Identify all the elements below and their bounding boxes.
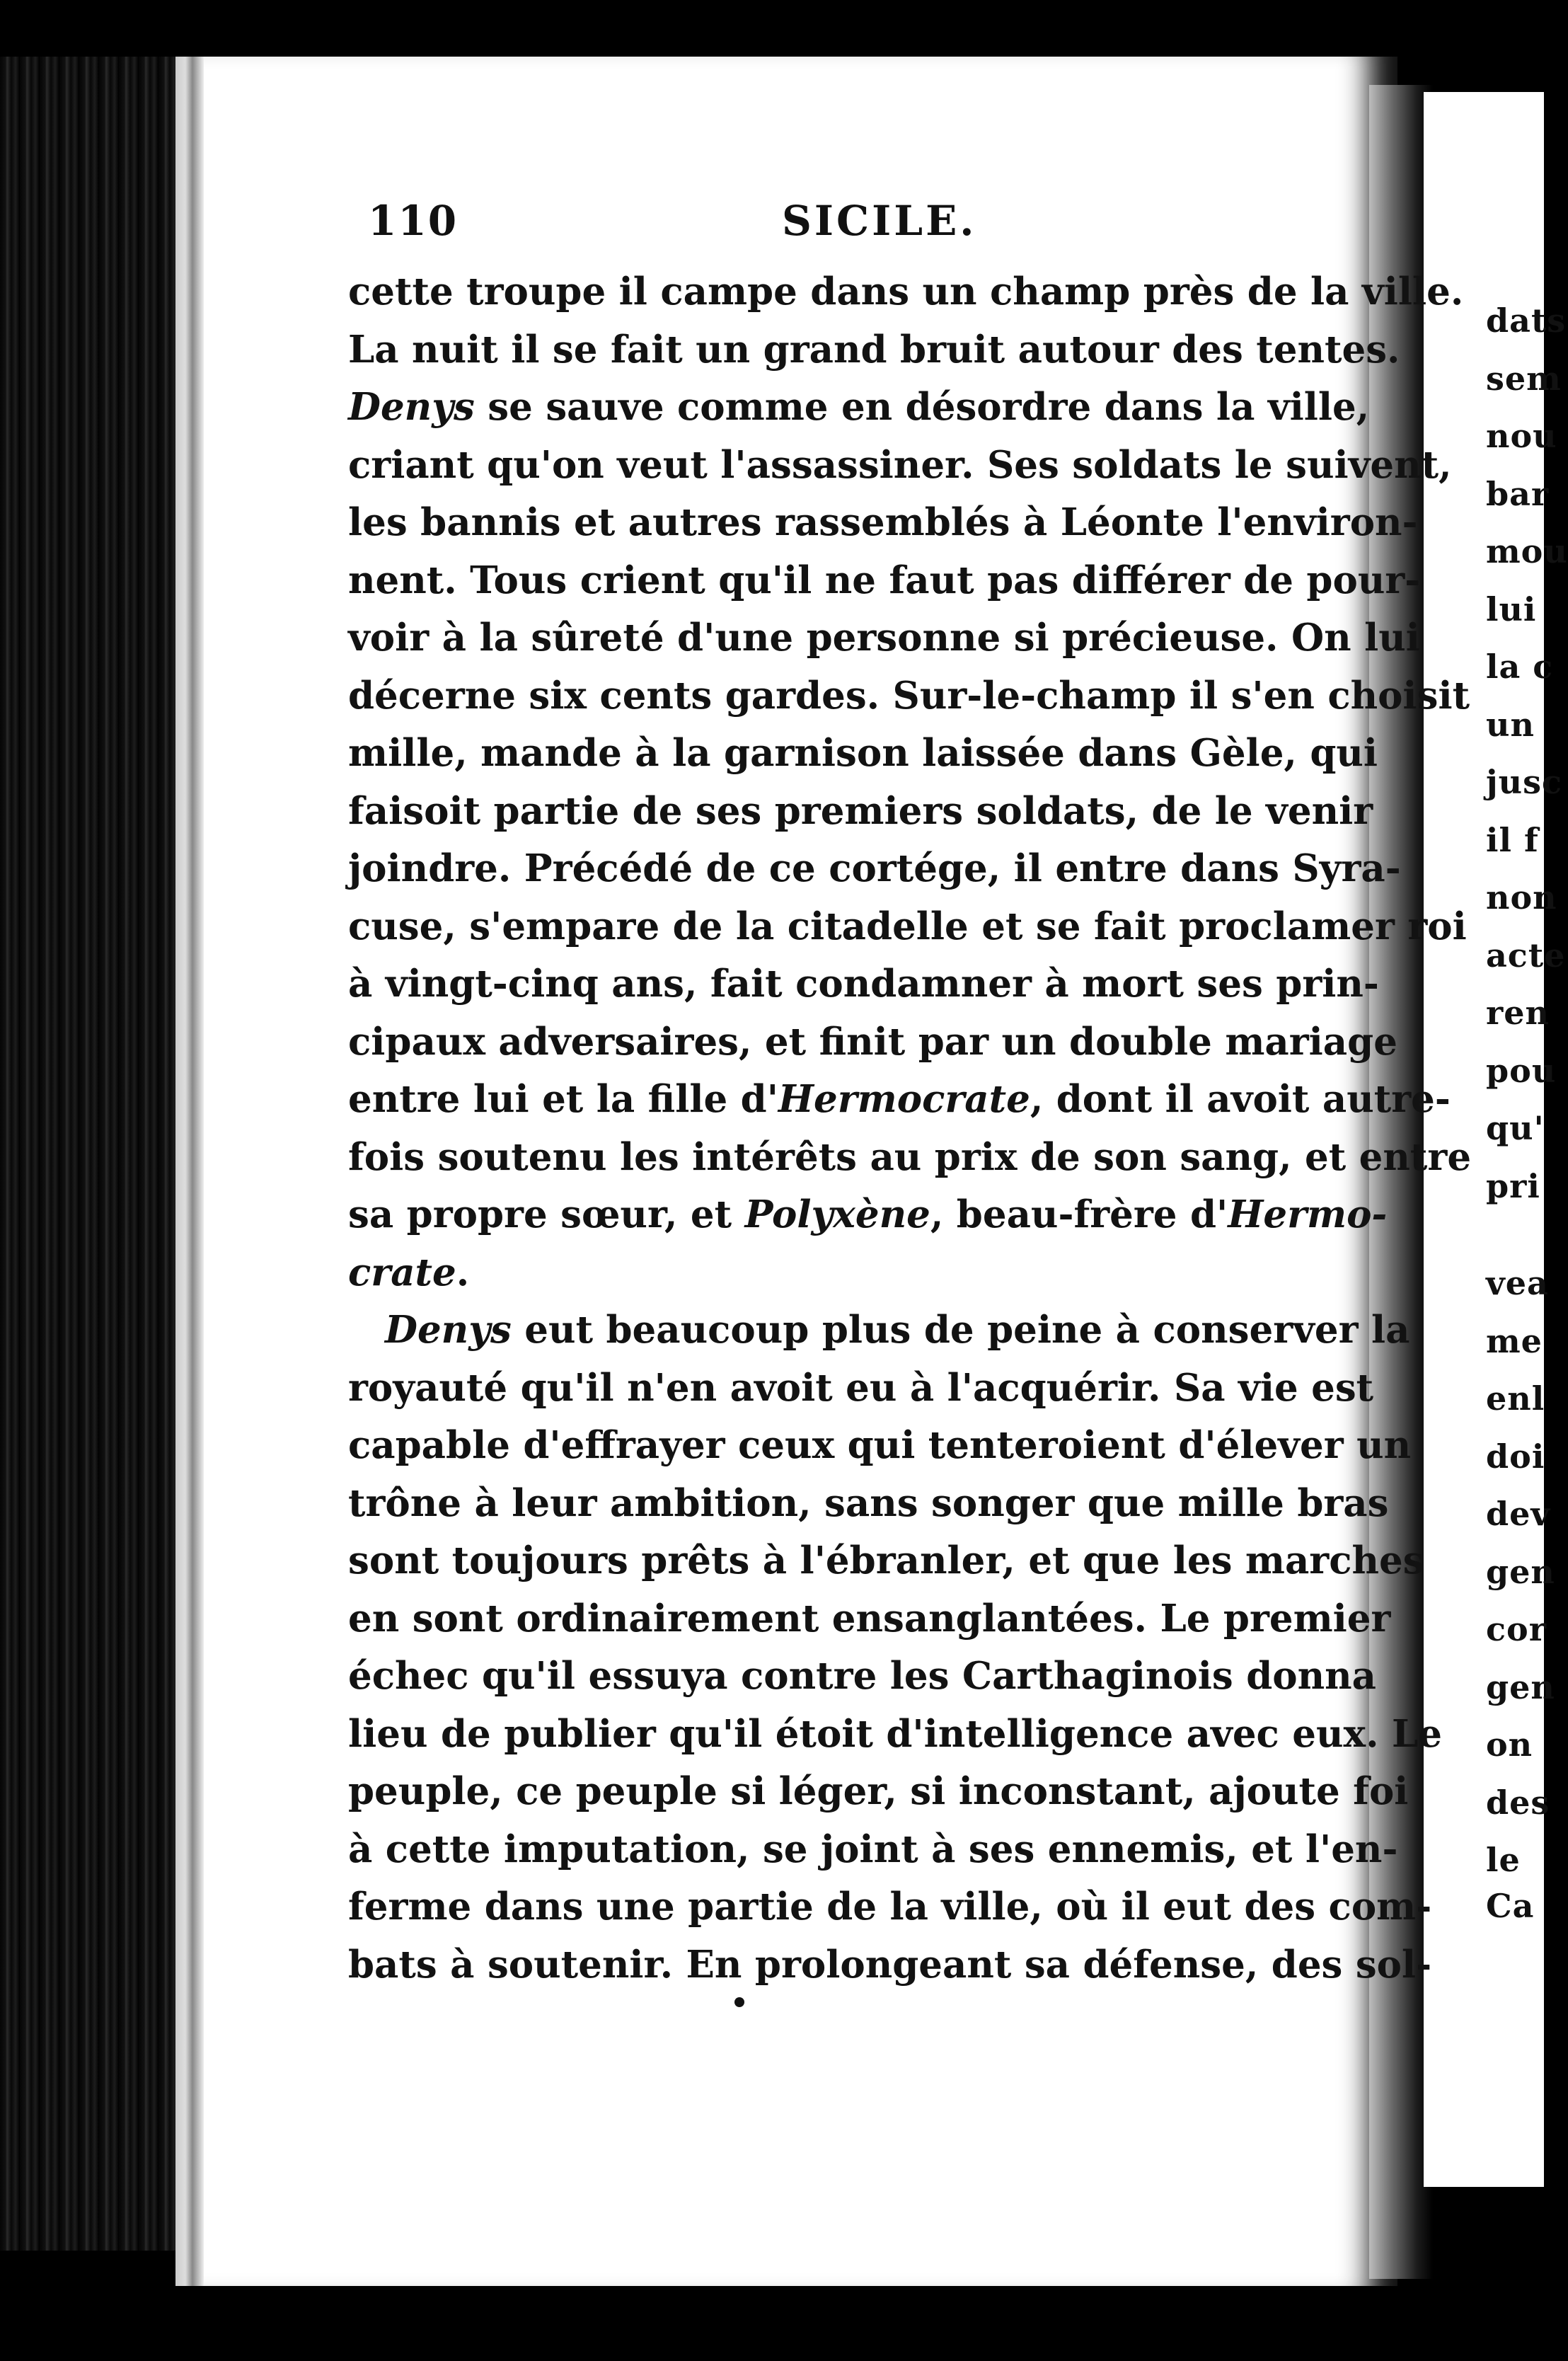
right-page-fragment: dats [1486,301,1567,340]
page-header [368,197,1309,248]
text-run: , beau-frère d' [930,1193,1228,1236]
text-line [348,840,1401,898]
text-run: fois soutenu les intérêts au prix de son sang, et entre [348,1134,1472,1179]
text-line [348,667,1470,725]
right-page-fragment: mou [1486,532,1568,570]
text-run: se sauve comme en désordre dans la ville, [474,385,1370,429]
text-run: en sont ordinairement ensanglantées. Le premier [348,1596,1391,1641]
text-run: , dont il avoit autre- [1030,1077,1451,1121]
right-page-fragment: vea [1486,1264,1549,1302]
text-line [348,783,1373,841]
right-page-fragment: doi [1486,1437,1545,1476]
text-line [348,1532,1424,1590]
right-page-fragment: dev [1486,1495,1551,1533]
right-page-fragment: acte [1486,936,1566,975]
right-page-fragment: gen [1486,1667,1555,1706]
text-line [348,552,1421,610]
text-run: peuple, ce peuple si léger, si inconstant, ajoute foi [348,1769,1409,1813]
page-number: 110 [368,197,459,245]
text-line [348,1302,1410,1360]
right-page-fragment: jusc [1486,763,1562,801]
text-line [348,494,1418,552]
right-page-fragment: il f [1486,820,1539,859]
text-line [348,1129,1472,1187]
text-run: capable d'effrayer ceux qui tenteroient d'élever un [348,1423,1412,1467]
text-line [348,1936,1432,1994]
text-line [348,1821,1398,1879]
italic-text: Polyxène [744,1193,930,1236]
right-page-fragment: me [1486,1321,1543,1360]
text-line [348,263,1464,321]
italic-text: Hermo- [1228,1193,1388,1236]
right-page-fragment: enl [1486,1379,1545,1418]
text-run: décerne six cents gardes. Sur-le-champ il s'en choisit [348,673,1470,718]
text-run: sa propre sœur, et [348,1193,745,1236]
text-run: eut beaucoup plus de peine à conserver la [511,1308,1410,1352]
text-line [348,1878,1432,1936]
text-run: à cette imputation, se joint à ses ennemis, et l'en- [348,1827,1398,1871]
text-run: lieu de publier qu'il étoit d'intelligence avec eux. Le [348,1711,1443,1756]
right-page-fragment: la c [1486,648,1554,686]
text-run: échec qu'il essuya contre les Carthaginois donna [348,1654,1377,1698]
right-page-fragment: pri [1486,1166,1540,1205]
text-line [348,1417,1412,1475]
right-page-fragment: nou [1486,417,1557,455]
text-line [348,321,1400,379]
text-run: ferme dans une partie de la ville, où il eut des com- [348,1885,1432,1929]
text-run: cette troupe il campe dans un champ près de la ville. [348,270,1464,314]
text-line [348,437,1452,495]
text-line [348,1244,1325,1302]
text-run: les bannis et autres rassemblés à Léonte l'environ- [348,500,1418,544]
ink-dot [734,1997,744,2007]
right-page-fragment: cor [1486,1610,1547,1648]
text-run: bats à soutenir. En prolongeant sa défense, des sol- [348,1942,1432,1987]
page-edge-stack [0,57,205,2251]
body-text [348,263,1472,1994]
text-line [348,1763,1409,1821]
text-line [348,955,1379,1013]
text-run: voir à la sûreté d'une personne si précieuse. On lui [348,616,1420,660]
right-page-fragment: non [1486,878,1557,917]
text-run: mille, mande à la garnison laissée dans Gèle, qui [348,731,1378,775]
right-page-fragment: pou [1486,1051,1557,1090]
text-run: royauté qu'il n'en avoit eu à l'acquérir. Sa vie est [348,1365,1374,1410]
text-run: entre lui et la fille d' [348,1077,778,1121]
text-run: joindre. Précédé de ce cortége, il entre dans Syra- [348,846,1401,890]
right-page-fragment: lui [1486,590,1537,628]
text-line [348,1186,1388,1244]
italic-text: crate [348,1250,456,1294]
right-page-fragment: ren [1486,994,1550,1032]
right-page-fragment: bar [1486,474,1550,513]
text-run: La nuit il se fait un grand bruit autour des tentes. [348,327,1400,372]
text-line [348,1648,1377,1706]
text-line [348,1360,1374,1418]
right-page-fragment: sem [1486,359,1562,398]
text-run: criant qu'on veut l'assassiner. Ses soldats le suivent, [348,442,1452,487]
text-line [348,898,1467,956]
text-run: cuse, s'empare de la citadelle et se fait proclamer roi [348,904,1467,948]
text-line [348,379,1370,437]
text-line [348,1071,1451,1129]
text-line [348,1706,1443,1764]
text-run: nent. Tous crient qu'il ne faut pas différer de pour- [348,558,1421,602]
text-line [348,1475,1389,1533]
text-run: cipaux adversaires, et finit par un double mariage [348,1019,1397,1064]
text-run: faisoit partie de ses premiers soldats, de le venir [348,788,1373,833]
text-line [348,1013,1397,1072]
right-page-fragment: le [1486,1841,1521,1879]
page-edge-highlight [175,57,204,2286]
right-page-fragment: Ca [1486,1887,1535,1925]
right-page-fragment: un [1486,705,1535,744]
italic-text: Hermocrate [778,1077,1030,1121]
right-page-fragment: gen [1486,1552,1555,1591]
right-page-fragment: qu' [1486,1109,1545,1147]
running-head: SICILE. [782,197,977,245]
italic-text: Denys [385,1308,512,1352]
text-line [348,609,1420,667]
text-line [348,1590,1391,1648]
text-run: . [456,1250,470,1294]
text-run: trône à leur ambition, sans songer que mille bras [348,1481,1389,1525]
right-page-fragment: on [1486,1725,1533,1764]
italic-text: Denys [348,385,475,429]
text-run: sont toujours prêts à l'ébranler, et que les marches [348,1539,1424,1582]
text-line [348,725,1378,783]
right-page-fragment: des [1486,1783,1550,1822]
text-run: à vingt-cinq ans, fait condamner à mort ses prin- [348,962,1379,1006]
